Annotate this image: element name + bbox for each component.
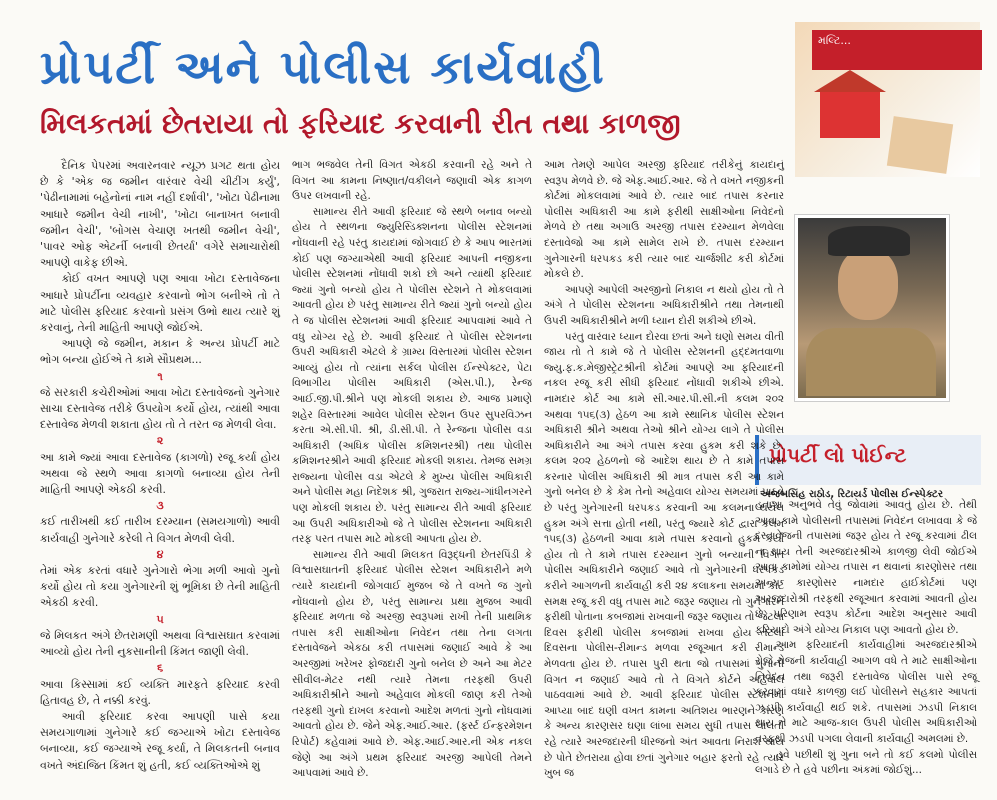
house-illustration: [820, 90, 880, 138]
page-title: પ્રોપર્ટી અને પોલીસ કાર્યવાહી: [40, 40, 606, 94]
paragraph: સામાન્ય રીતે આવી ફરિયાદ જે સ્થળે બનાવ બન્યો હોય તે સ્થળના જ્યુરિસ્ડિક્શનના પોલીસ સ્ટેશનમાં નોંધવાની રહે પરંતુ કાયદામાં જોગવાઈ છે કે આપ ભારતમાં કોઈ પણ જગ્યાએથી આવી ફરિયાદ આપની નજીકના પોલીસ સ્ટેશનમાં નોંધાવી શકો છો અને ત્યાંથી ફરિયાદ જ્યાં ગુનો બન્યો હોય તે પોલીસ સ્ટેશને તે મોકલવામાં આવતી હોય છે પરંતુ સામાન્ય રીતે જ્યાં ગુનો બન્યો હોય તે જ પોલીસ સ્ટેશનમાં આવી ફરિયાદ આપવામાં આવે તે વધુ યોગ્ય રહે છે. આવી ફરિયાદ તે પોલીસ સ્ટેશનના ઉપરી અધિકારી એટલે કે ગ્રામ્ય વિસ્તારમાં પોલીસ સ્ટેશન આવ્યું હોય તો ત્યાંના સર્કલ પોલીસ ઈન્સ્પેક્ટર, પેટા વિભાગીય પોલીસ અધિકારી (એસ.પી.), રેન્જ આઈ.જી.પી.શ્રીને પણ મોકલી શકાય છે. આજ પ્રમાણે શહેર વિસ્તારમાં આવેલ પોલીસ સ્ટેશન ઉપર સુપરવિઝન કરતા એ.સી.પી. શ્રી, ડી.સી.પી. તે રેન્જના પોલીસ વડા અધિકારી (અધિક પોલીસ કમિશનરશ્રી) તથા પોલીસ કમિશનરશ્રીને આવી ફરિયાદ મોકલી શકાય. તેમજ સમગ્ર રાજ્યના પોલીસ વડા એટલે કે મુખ્ય પોલીસ અધિકારી અને પોલીસ મહા નિદેશક શ્રી, ગુજરાત રાજ્ય-ગાંધીનગરને પણ મોકલી શકાય છે. પરંતુ સામાન્ય રીતે આવી ફરિયાદ આ ઉપરી અધિકારીઓ જે તે પોલીસ સ્ટેશનના અધિકારી તરફ પરત તપાસ માટે મોકલી આપતા હોય છે.: [292, 205, 532, 546]
paragraph: પરંતુ વારંવાર ધ્યાન દોરવા છતાં અને ઘણો સમય વીતી જાય તો તે કામે જે તે પોલીસ સ્ટેશનની હદ્દમતવાળા જ્યુ.ફ.ક.મેજીસ્ટ્રેટશ્રીની કોર્ટમાં આપણે આ ફરિયાદની નકલ રજૂ કરી સીધી ફરિયાદ નોંધાવી શકીએ છીએ. નામદાર કોર્ટ આ કામે સી.આર.પી.સી.ની કલમ ૨૦૨ અથવા ૧૫૬(૩) હેઠળ આ કામે સ્થાનિક પોલીસ સ્ટેશન અધિકારી શ્રીને અથવા તેઓ શ્રીને યોગ્ય લાગે તે પોલીસ અધિકારીને આ અંગે તપાસ કરવા હુકમ કરી શકે છે. કલમ ૨૦૨ હેઠળનો જે આદેશ થાય છે તે કામે તપાસ કરનાર પોલીસ અધિકારી શ્રી માત્ર તપાસ કરી આ કામે ગુનો બનેલ છે કે કેમ તેનો અહેવાલ યોગ્ય સમયમાં પાઠવે છે પરંતુ ગુનેગારની ધરપકડ કરવાની આ કલમના થયેલ હુકમ અંગે સત્તા હોતી નથી, પરંતુ જ્યારે કોર્ટ દ્વારા કલમ ૧૫૬(૩) હેઠળની આવા કામે તપાસ કરવાનો હુકમ કર્યો હોય તો તે કામે તપાસ દરમ્યાન ગુનો બન્યાની વિગત પોલીસ અધિકારીને જણાઈ આવે તો ગુનેગારની ધરપકડ કરીને આગળની કાર્યવાહી કરી ૨૪ કલાકના સમયમાં કોર્ટ સમક્ષ રજૂ કરી વધુ તપાસ માટે જરૂર જણાય તો ગુનેગારને ફરીથી પોતાના કબજામાં રાખવાની જરૂર જણાય તો જેટલા દિવસ ફરીથી પોલીસ કબજામાં રાખવા હોય તેટલા દિવસના પોલીસ-રીમાન્ડ મળવા રજૂઆત કરી રીમાન્ડ મેળવતા હોય છે. તપાસ પુરી થતા જો તપાસમાં ગુનાની વિગત ન જણાઈ આવે તો તે વિગતે કોર્ટને અહેવાલ પાઠવવામાં આવે છે. આવી ફરિયાદ પોલીસ સ્ટેશનમાં આપ્યા બાદ ઘણી વખત કામના અતિશય ભારણને કારણે કે અન્ય કારણસર ઘણા લાંબા સમય સુધી તપાસ ચાલતી રહે ત્યારે અરજદારની ધીરજનો અંત આવતા નિરાશ થાય છે પોતે છેતરાયા હોવા છતાં ગુનેગાર બહાર ફરતો રહે ત્યારે ખુબ જ: [544, 330, 784, 780]
sidebox-heading: [755, 435, 981, 485]
point-number: ૩: [156, 499, 164, 513]
article-column-2: [292, 158, 532, 782]
point-number: ૪: [156, 547, 164, 561]
paragraph: હતાશા અનુભવે તેવું જોવામાં આવતું હોય છે. તેથી આવા કામે પોલીસની તપાસમાં નિવેદન લખાવવા કે જે દસ્તાવેજની તપાસમાં જરૂર હોય તે રજૂ કરવામાં ઢીલ ના થાય તેની અરજદારશ્રીએ કાળજી લેવી જોઈએ આવા કામોમાં યોગ્ય તપાસ ન થવાનાં કારણોસર તથા અન્ય કારણોસર નામદાર હાઈકોર્ટમાં પણ અરજદારોશ્રી તરફથી રજૂઆત કરવામાં આવતી હોય છે. પરિણામ સ્વરૂપ કોર્ટના આદેશ અનુસાર આવી ફરિયાદો અંગે યોગ્ય નિકાલ પણ આવતો હોય છે.: [755, 499, 977, 636]
page-subtitle: મિલકતમાં છેતરાયા તો ફરિયાદ કરવાની રીત તથા કાળજી: [40, 107, 681, 140]
paragraph: ભાગ ભજવેલ તેની વિગત એકઠી કરવાની રહે અને તે વિગત આ કામના નિષ્ણાત/વકીલને જણાવી એક કાગળ ઉપર લખવાની રહે.: [292, 159, 532, 203]
point-text: તેમાં એક કરતાં વધારે ગુનેગારો ભેગા મળી આવો ગુનો કર્યો હોય તો કયા ગુનેગારની શું ભૂમિકા છે તેની માહિતી એકઠી કરવી.: [40, 564, 280, 610]
corner-tag: મલ્ટિ...: [812, 30, 982, 70]
paragraph: આવી ફરિયાદ કરવા આપણી પાસે કયા સમયગાળામાં ગુનેગારે કઈ જગ્યાએ ખોટા દસ્તાવેજ બનાવ્યા, કઈ જગ્યાએ રજૂ કર્યા, તે મિલકતની બનાવ વખતે અંદાજિત કિંમત શું હતી, કઈ વ્યક્તિઓએ શું: [40, 709, 280, 772]
point-text: આવા કિસ્સામાં કઈ વ્યક્તિ મારફતે ફરિયાદ કરવી હિતાવહ છે, તે નક્કી કરવું.: [40, 677, 280, 707]
paragraph: સામાન્ય રીતે આવી મિલકત વિરૂદ્ધની છેતરપિંડી કે વિશ્વાસઘાતની ફરિયાદ પોલીસ સ્ટેશન અધિકારીને મળે ત્યારે કાયદાની જોગવાઈ મુજબ જે તે વખતે જ ગુનો નોંધવાનો હોય છે, પરંતુ સામાન્ય પ્રથા મુજબ આવી ફરિયાદ મળતા જે અરજી સ્વરૂપમાં રાખી તેની પ્રાથમિક તપાસ કરી સાક્ષીઓના નિવેદન તથા તેના લગતા દસ્તાવેજને એકઠા કરી તપાસમાં જણાઈ આવે કે આ અરજીમાં ખરેખર ફોજદારી ગુનો બનેલ છે અને આ મેટર સીવીલ-મેટર નથી ત્યારે તેમના તરફથી ઉપરી અધિકારીશ્રીને આનો અહેવાલ મોકલી જાણ કરી તેઓ તરફથી ગુનો દાખલ કરવાનો આદેશ મળતાં ગુનો નોંધવામાં આવતો હોય છે. જેને એફ.આઈ.આર. (ફર્સ્ટ ઈન્ફરમેશન રિપોર્ટ) કહેવામાં આવે છે. એફ.આઈ.આર.ની એક નકલ જેણે આ અંગે પ્રથમ ફરિયાદ અરજી આપેલી તેમને આપવામાં આવે છે.: [292, 548, 532, 780]
point-number: ૨: [156, 434, 164, 448]
document-illustration: [887, 116, 953, 174]
article-column-4: [755, 498, 977, 779]
paragraph: આમ ફરિયાદની કાર્યવાહીમાં અરજદારશ્રીએ રોજે રોજની કાર્યવાહી આગળ વધે તે માટે સાક્ષીઓના નિવેદન તથા જરૂરી દસ્તાવેજ પોલીસ પાસે રજૂ કરવામાં વધારે કાળજી લઈ પોલીસને સહકાર આપતાં ઝડપી કાર્યવાહી થઈ શકે. તપાસમાં ઝડપી નિકાલ થાય તે માટે આજ-કાલ ઉપરી પોલીસ અધિકારીઓ તરફથી ઝડપી પગલા લેવાની કાર્યવાહી અમલમાં છે.: [755, 639, 977, 745]
paragraph: આપણે જે જમીન, મકાન કે અન્ય પ્રોપર્ટી માટે ભોગ બન્યા હોઈએ તે કામે સૌપ્રથમ...: [40, 337, 280, 367]
point-text: જે સરકારી કચેરીઓમાં આવા ખોટા દસ્તાવેજનો ગુનેગાર સાચા દસ્તાવેજ તરીકે ઉપયોગ કર્યો હોય, ત્યાંથી આવા દસ્તાવેજ મેળવી શકાતા હોય તો તે તરત જ મેળવી લેવા.: [40, 385, 280, 432]
point-number: ૬: [156, 661, 164, 675]
point-text: આ કામે જ્યાં આવા દસ્તાવેજ (કાગળો) રજૂ કર્યા હોય અથવા જે સ્થળે આવા કાગળો બનાવ્યા હોય તેની માહિતી આપણે એકઠી કરવી.: [40, 450, 280, 497]
article-column-1: [40, 158, 280, 774]
article-column-3: [544, 158, 784, 782]
paragraph: કોઈ વખત આપણે પણ આવા ખોટા દસ્તાવેજના આધારે પ્રોપર્ટીના વ્યવહાર કરવાનો ભોગ બનીએ તો તે માટે પોલીસ ફરિયાદ કરવાનો પ્રસંગ ઉભો થાય ત્યારે શું કરવાનું, તેની માહિતી આપણે જોઈએ.: [40, 272, 280, 335]
point-text: કઈ તારીખથી કઈ તારીખ દરમ્યાન (સમયગાળો) આવી કાર્યવાહી ગુનેગારે કરેલી તે વિગત મેળવી લેવી.: [40, 515, 280, 545]
point-number: ૫: [156, 612, 164, 626]
paragraph: આમ તેમણે આપેલ અરજી ફરિયાદ તરીકેનું કાયદાનું સ્વરૂપ મેળવે છે. જે એફ.આઈ.આર. જે તે વખતે નજીકની કોર્ટમાં મોકલવામાં આવે છે. ત્યાર બાદ તપાસ કરનાર પોલીસ અધિકારી આ કામે ફરીથી સાક્ષીઓના નિવેદનો મેળવે છે તથા અગાઉ અરજી તપાસ દરમ્યાન મેળવેલા દસ્તાવેજો આ કામે સામેલ રાખે છે. તપાસ દરમ્યાન ગુનેગારની ધરપકડ કરી ત્યાર બાદ ચાર્જશીટ કરી કોર્ટમાં મોકલે છે.: [544, 159, 784, 281]
point-number: ૧: [157, 369, 163, 383]
paragraph: હવે પછીથી શું ગુના બને તો કઈ કલમો પોલીસ લગાડે છે તે હવે પછીના અંકમાં જોઈશું...: [755, 748, 977, 777]
author-photo: [795, 215, 949, 401]
author-byline: અજબસિંહ રાઠોડ, રિટાયર્ડ પોલીસ ઈન્સ્પેક્ટર: [760, 489, 944, 500]
sidebox-heading-text: પ્રોપર્ટી લો પોઈન્ટ: [769, 443, 907, 467]
paragraph: દૈનિક પેપરમાં અવારનવાર ન્યૂઝ પ્રગટ થતા હોય છે કે 'એક જ જમીન વારંવાર વેચી ચીટીંગ કર્યું', 'પેઢીનામામાં બહેનોનાં નામ નહીં દર્શાવી', 'ખોટા પેઢીનામા આધારે જમીન વેચી નાખી', 'ખોટા બાનાખત બનાવી જમીન વેચી', 'બોગસ વેચાણ ખતથી જમીન વેચી', 'પાવર ઓફ એટર્ની બનાવી છેતર્યા' વગેરે સમાચારોથી આપણે વાકેફ છીએ.: [40, 159, 280, 270]
point-text: જે મિલકત અંગે છેતરામણી અથવા વિશ્વાસઘાત કરવામાં આવ્યો હોય તેની નુકસાનીની કિંમત જાણી લેવી.: [40, 628, 280, 659]
paragraph: આપણે આપેલી અરજીનો નિકાલ ન થયો હોય તો તે અંગે તે પોલીસ સ્ટેશનના અધિકારીશ્રીને તથા તેમનાથી ઉપરી અધિકારીશ્રીને મળી ધ્યાન દોરી શકીએ છીએ.: [544, 283, 784, 327]
